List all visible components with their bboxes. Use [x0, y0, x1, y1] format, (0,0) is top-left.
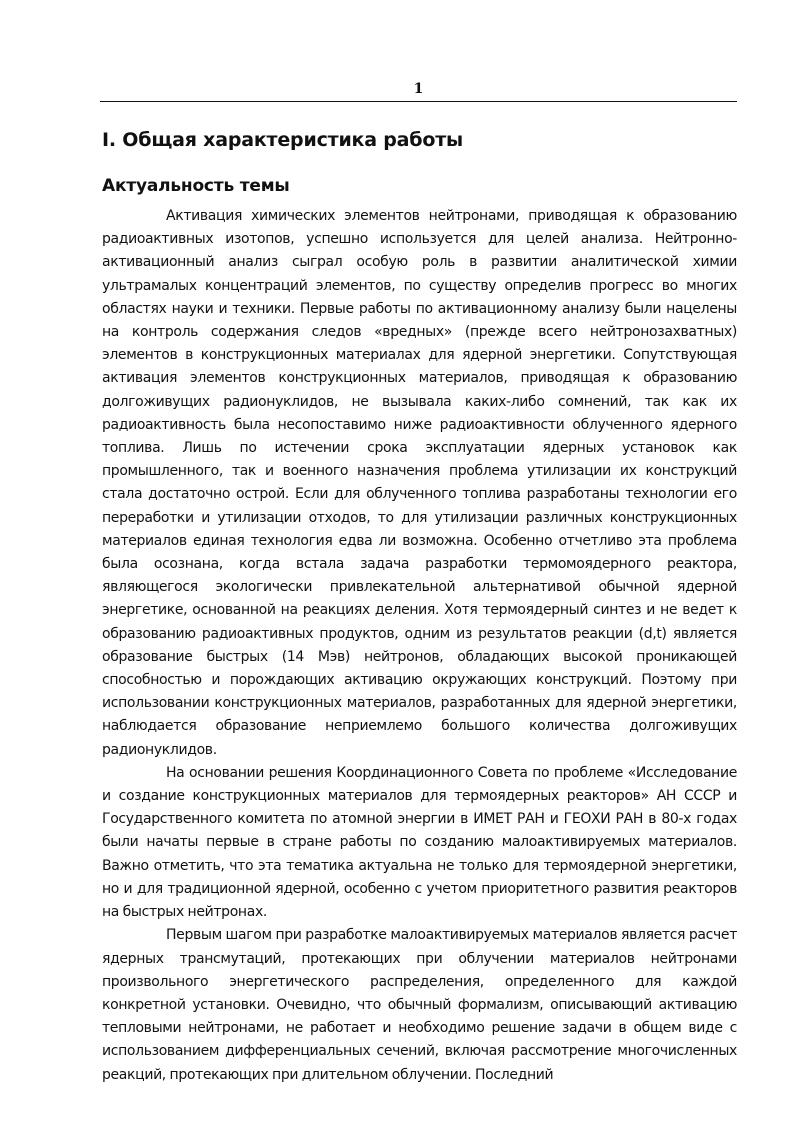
page-number: 1 [413, 81, 424, 97]
body-text [102, 205, 737, 1087]
subheading-relevance: Актуальность темы [102, 176, 290, 196]
paragraph: Активация химических элементов нейтронами, приводящая к образованию радиоактивных изотопов, успешно используется для целей анализа. Нейтронно-активационный анализ сыграл особую роль в развитии аналитической химии ультрамалых концентраций элементов, по существу определив прогресс во многих областях науки и техники. Первые работы по активационному анализу были нацелены на контроль содержания следов «вредных» (прежде всего нейтронозахватных) элементов в конструкционных материалах для ядерной энергетики. Сопутствующая активация элементов конструкционных материалов, приводящая к образованию долгоживущих радионуклидов, не вызывала каких-либо сомнений, так как их радиоактивность была несопоставимо ниже радиоактивности облученного ядерного топлива. Лишь по истечении срока эксплуатации ядерных установок как промышленного, так и военного назначения проблема утилизации их конструкций стала достаточно острой. Если для облученного топлива разработаны технологии его переработки и утилизации отходов, то для утилизации различных конструкционных материалов единая технология едва ли возможна. Особенно отчетливо эта проблема была осознана, когда встала задача разработки термомоядерного реактора, являющегося экологически привлекательной альтернативой обычной ядерной энергетике, основанной на реакциях деления. Хотя термоядерный синтез и не ведет к образованию радиоактивных продуктов, одним из результатов реакции (d,t) является образование быстрых (14 Мэв) нейтронов, обладающих высокой проникающей способностью и порождающих активацию окружающих конструкций. Поэтому при использовании конструкционных материалов, разработанных для ядерной энергетики, наблюдается образование неприемлемо большого количества долгоживущих радионуклидов. [102, 208, 737, 758]
paragraph: На основании решения Координационного Совета по проблеме «Исследование и создание конструкционных материалов для термоядерных реакторов» АН СССР и Государственного комитета по атомной энергии в ИМЕТ РАН и ГЕОХИ РАН в 80-х годах были начаты первые в стране работы по созданию малоактивируемых материалов. Важно отметить, что эта тематика актуальна не только для термоядерной энергетики, но и для традиционной ядерной, особенно с учетом приоритетного развития реакторов на быстрых нейтронах. [102, 764, 737, 921]
header-rule [100, 101, 737, 102]
paragraph: Первым шагом при разработке малоактивируемых материалов является расчет ядерных трансмутаций, протекающих при облучении материалов нейтронами произвольного энергетического распределения, определенного для каждой конкретной установки. Очевидно, что обычный формализм, описывающий активацию тепловыми нейтронами, не работает и необходимо решение задачи в общем виде с использованием дифференциальных сечений, включая рассмотрение многочисленных реакций, протекающих при длительном облучении. Последний [102, 927, 737, 1083]
section-heading: I. Общая характеристика работы [102, 129, 464, 151]
